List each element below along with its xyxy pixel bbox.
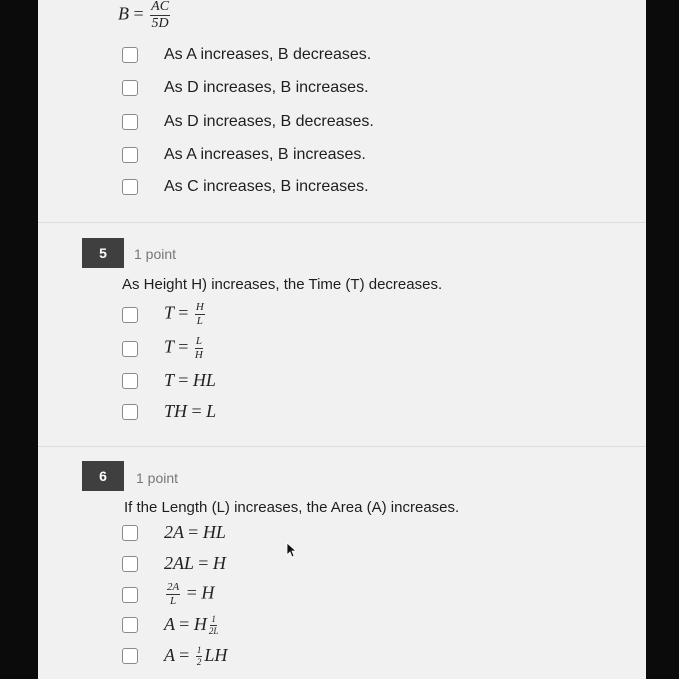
- checkbox[interactable]: [122, 80, 138, 96]
- option-formula: [164, 614, 220, 636]
- formula-equals: =: [179, 614, 190, 634]
- option-label: As D increases, B decreases.: [164, 113, 374, 130]
- fraction-denominator: H: [194, 349, 203, 361]
- formula-equals: =: [179, 645, 190, 665]
- formula-rhs: L: [206, 401, 217, 421]
- option-formula: [164, 645, 227, 667]
- fraction-denominator: L: [196, 315, 203, 327]
- checkbox[interactable]: [122, 556, 138, 572]
- formula-fraction: [166, 582, 180, 607]
- option-formula: [164, 522, 226, 543]
- fraction-numerator: AC: [151, 0, 170, 14]
- formula-rhs: H: [201, 582, 215, 603]
- q5-option-4[interactable]: [122, 401, 216, 422]
- option-label: As A increases, B increases.: [164, 146, 366, 163]
- checkbox[interactable]: [122, 373, 138, 389]
- fraction-denominator: 2: [196, 657, 202, 668]
- formula-fraction: [195, 302, 205, 327]
- formula-fraction: [209, 615, 219, 636]
- q4-option-1[interactable]: [122, 46, 371, 64]
- q4-option-5[interactable]: [122, 178, 369, 196]
- formula-equals: =: [178, 370, 189, 390]
- formula-rhs: HL: [202, 522, 226, 542]
- formula-equals: =: [178, 336, 189, 357]
- checkbox[interactable]: [122, 47, 138, 63]
- question-points: 1 point: [134, 246, 177, 262]
- option-label: As C increases, B increases.: [164, 178, 369, 195]
- formula-equals: =: [191, 401, 202, 421]
- option-formula: [164, 401, 216, 422]
- q6-option-4[interactable]: [122, 614, 220, 636]
- q4-option-2[interactable]: [122, 79, 369, 97]
- fraction-denominator: 5D: [151, 16, 169, 31]
- option-formula: [164, 336, 205, 361]
- fraction-numerator: 1: [196, 645, 202, 656]
- formula-fraction: [150, 0, 170, 31]
- question-divider: [38, 222, 646, 223]
- question-prompt: If the Length (L) increases, the Area (A) increases.: [124, 499, 460, 516]
- formula-lhs: A: [164, 645, 175, 665]
- q5-option-2[interactable]: [122, 336, 205, 361]
- fraction-numerator: 2A: [167, 581, 180, 593]
- fraction-denominator: 2L: [208, 626, 219, 637]
- question-divider: [38, 446, 646, 447]
- checkbox[interactable]: [122, 147, 138, 163]
- question-prompt: As Height H) increases, the Time (T) decreases.: [122, 276, 443, 293]
- option-formula: [164, 553, 226, 574]
- option-label: As D increases, B increases.: [164, 79, 369, 96]
- checkbox[interactable]: [122, 617, 138, 633]
- formula-lhs: T: [164, 370, 174, 390]
- checkbox[interactable]: [122, 404, 138, 420]
- q6-option-2[interactable]: [122, 553, 226, 574]
- option-formula: [164, 302, 207, 327]
- q6-option-5[interactable]: [122, 645, 227, 667]
- formula-fraction: [196, 646, 203, 667]
- question-number-badge: 5: [82, 238, 124, 268]
- mouse-cursor-icon: [286, 542, 298, 558]
- option-label: As A increases, B decreases.: [164, 46, 372, 63]
- formula-equals: =: [186, 582, 197, 603]
- fraction-numerator: 1: [211, 614, 216, 625]
- q5-option-3[interactable]: [122, 370, 216, 391]
- formula-lhs: B: [118, 3, 129, 24]
- formula-equals: =: [188, 522, 199, 542]
- checkbox[interactable]: [122, 341, 138, 357]
- checkbox[interactable]: [122, 648, 138, 664]
- q5-option-1[interactable]: [122, 302, 207, 327]
- formula-fraction: [195, 336, 203, 361]
- formula-equals: =: [198, 553, 209, 573]
- question-number-badge: 6: [82, 461, 124, 491]
- question-points: 1 point: [136, 470, 179, 486]
- checkbox[interactable]: [122, 587, 138, 603]
- q4-option-4[interactable]: [122, 146, 366, 164]
- formula-base: H: [193, 614, 207, 634]
- question-4-formula: [118, 0, 172, 31]
- q4-option-3[interactable]: [122, 113, 374, 131]
- option-formula: [164, 582, 214, 607]
- formula-equals: =: [133, 3, 144, 24]
- formula-lhs: T: [164, 302, 174, 323]
- q6-option-1[interactable]: [122, 522, 226, 543]
- formula-rhs: HL: [192, 370, 216, 390]
- formula-lhs: 2A: [164, 522, 184, 542]
- formula-lhs: TH: [164, 401, 188, 421]
- formula-equals: =: [178, 302, 189, 323]
- quiz-page: [38, 0, 646, 679]
- formula-lhs: A: [164, 614, 175, 634]
- checkbox[interactable]: [122, 307, 138, 323]
- q6-option-3[interactable]: [122, 582, 214, 607]
- formula-lhs: T: [164, 336, 174, 357]
- checkbox[interactable]: [122, 114, 138, 130]
- formula-rhs: H: [212, 553, 226, 573]
- option-formula: [164, 370, 216, 391]
- fraction-numerator: H: [195, 301, 204, 313]
- formula-lhs: 2AL: [164, 553, 194, 573]
- fraction-denominator: L: [170, 595, 177, 607]
- checkbox[interactable]: [122, 525, 138, 541]
- fraction-numerator: L: [195, 335, 202, 347]
- formula-rhs: LH: [204, 645, 228, 665]
- checkbox[interactable]: [122, 179, 138, 195]
